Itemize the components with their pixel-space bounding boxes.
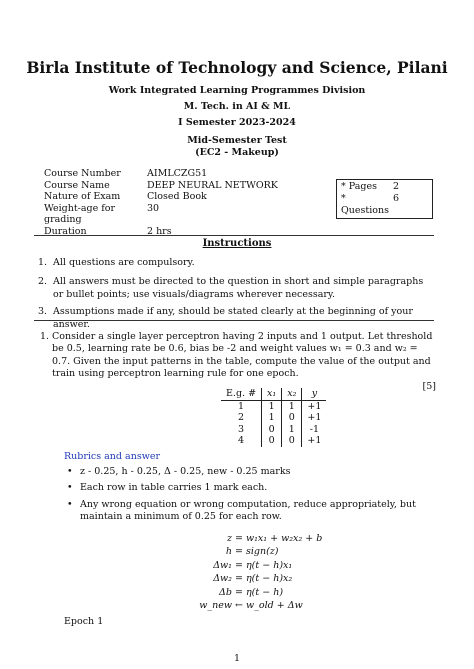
table-row (221, 424, 326, 436)
bullet-icon: • (67, 466, 73, 477)
course-info-row (44, 168, 278, 180)
table-header: E.g. # (221, 388, 262, 400)
equation-lhs: h (225, 546, 232, 558)
instruction-number: 3. (38, 306, 48, 317)
equation-op: ← (235, 600, 246, 612)
question-marks: [5] (422, 380, 436, 392)
info-value: 2 hrs (147, 225, 172, 237)
info-label: Nature of Exam (44, 191, 121, 203)
question-text: Consider a single layer perceptron having 2 inputs and 1 output. Let threshold be 0.5, learning rate be 0.6, bias be -2 and weight values w₁ = 0.3 and w₂ = 0.7. Given the input patterns in the table, compute the value of the output and train using perceptron learning rule for one epoch. (52, 331, 433, 380)
equation-lhs: Δw₁ (213, 559, 232, 571)
equation-line (180, 599, 340, 612)
info-label: Course Name (44, 179, 110, 191)
instruction-text: All questions are compulsory. (53, 257, 195, 268)
table-row (221, 412, 326, 424)
instruction-item (38, 276, 432, 301)
table-cell: +1 (302, 400, 327, 412)
info-value: 30 (147, 202, 160, 214)
info-value: DEEP NEURAL NETWORK (147, 179, 278, 191)
equation-line (180, 545, 340, 558)
equation-op: = (235, 586, 246, 598)
instruction-text: All answers must be directed to the question in short and simple paragraphs or bullet points; use visuals/diagrams wherever necessary. (53, 276, 424, 300)
program-line: M. Tech. in AI & ML (183, 101, 291, 112)
equation-rhs: η(t − h) (245, 586, 284, 598)
table-header: x₂ (282, 388, 302, 400)
equation-line (180, 572, 340, 585)
equation-op: = (235, 559, 246, 571)
rubric-heading: Rubrics and answer (64, 451, 160, 462)
equation-lhs: z (226, 533, 232, 544)
table-cell: 1 (282, 424, 302, 436)
bullet-text: Each row in table carries 1 mark each. (80, 482, 268, 494)
table-cell: 3 (238, 423, 245, 435)
table-cell: 2 (238, 412, 245, 424)
table-row (221, 400, 326, 412)
course-info-row (44, 191, 278, 203)
equation-op: = (235, 546, 246, 558)
info-value: AIMLCZG51 (147, 168, 208, 179)
table-cell: 1 (282, 400, 302, 412)
divider-top (34, 235, 434, 236)
sidebox-row (341, 181, 428, 193)
equation-rhs: η(t − h)x₁ (245, 559, 293, 571)
equation-lhs: w_new (199, 600, 232, 612)
division-line: Work Integrated Learning Programmes Division (108, 85, 366, 96)
input-patterns-table (221, 388, 326, 447)
question-1 (40, 331, 436, 393)
equation-rhs: w₁x₁ + w₂x₂ + b (245, 533, 323, 544)
equation-line (180, 559, 340, 572)
course-info-row (44, 203, 278, 226)
rubric-bullets (66, 466, 436, 528)
table-cell: 1 (238, 400, 245, 412)
equation-line (180, 586, 340, 599)
table-cell: 1 (262, 412, 282, 424)
equation-line (180, 532, 340, 545)
list-item (66, 499, 436, 524)
instruction-text: Assumptions made if any, should be stated clearly at the beginning of your answer. (53, 306, 413, 330)
list-item (66, 466, 436, 478)
course-info (44, 168, 278, 238)
info-label: Duration (44, 225, 87, 237)
bullet-text: Any wrong equation or wrong computation, reduce appropriately, but maintain a minimum of 0.25 for each row. (80, 498, 416, 523)
test-line: Mid-Semester Test (187, 135, 287, 146)
table-cell: 1 (262, 400, 282, 412)
table-cell: -1 (302, 424, 327, 436)
info-label: Weight-age for grading (44, 202, 116, 226)
table-cell: 4 (238, 435, 245, 447)
divider-bottom (34, 320, 434, 321)
equation-lhs: Δb (219, 586, 232, 598)
sidebox-label: * Questions (341, 193, 389, 216)
epoch-label: Epoch 1 (64, 616, 104, 627)
equation-op: = (235, 573, 246, 585)
table-cell: 0 (282, 435, 302, 447)
pages-questions-box (336, 179, 433, 219)
equations (180, 532, 340, 612)
table-header: y (302, 388, 327, 400)
sidebox-label: * Pages (341, 181, 377, 192)
bullet-icon: • (67, 498, 73, 510)
instruction-item (38, 306, 432, 331)
table-cell: +1 (302, 435, 327, 447)
table-cell: +1 (302, 412, 327, 424)
instructions-heading: Instructions (202, 238, 272, 249)
course-info-row (44, 180, 278, 192)
table-cell: 0 (262, 435, 282, 447)
equation-lhs: Δw₂ (213, 573, 232, 585)
equation-rhs: w_old + Δw (245, 600, 303, 612)
equation-op: = (235, 533, 246, 544)
institute-title: Birla Institute of Technology and Science, Pilani (26, 58, 448, 77)
page-number: 1 (233, 653, 241, 664)
table-row (221, 435, 326, 447)
instruction-number: 1. (38, 257, 48, 268)
bullet-icon: • (67, 482, 73, 494)
equation-rhs: η(t − h)x₂ (245, 573, 293, 585)
sidebox-value: 6 (393, 193, 400, 204)
info-label: Course Number (44, 168, 121, 179)
bullet-text: z - 0.25, h - 0.25, Δ - 0.25, new - 0.25 marks (80, 466, 291, 477)
question-number: 1. (40, 331, 50, 342)
table-header: x₁ (262, 388, 282, 400)
semester-line: I Semester 2023-2024 (178, 117, 296, 128)
equation-rhs: sign(z) (245, 546, 279, 558)
test-sub-line: (EC2 - Makeup) (195, 147, 279, 158)
table-cell: 0 (262, 424, 282, 436)
sidebox-value: 2 (393, 181, 400, 192)
info-value: Closed Book (147, 191, 207, 203)
list-item (66, 482, 436, 494)
instruction-item (38, 257, 432, 270)
table-cell: 0 (282, 412, 302, 424)
instruction-number: 2. (38, 276, 48, 287)
table-header-row (221, 388, 326, 400)
sidebox-row (341, 193, 428, 217)
